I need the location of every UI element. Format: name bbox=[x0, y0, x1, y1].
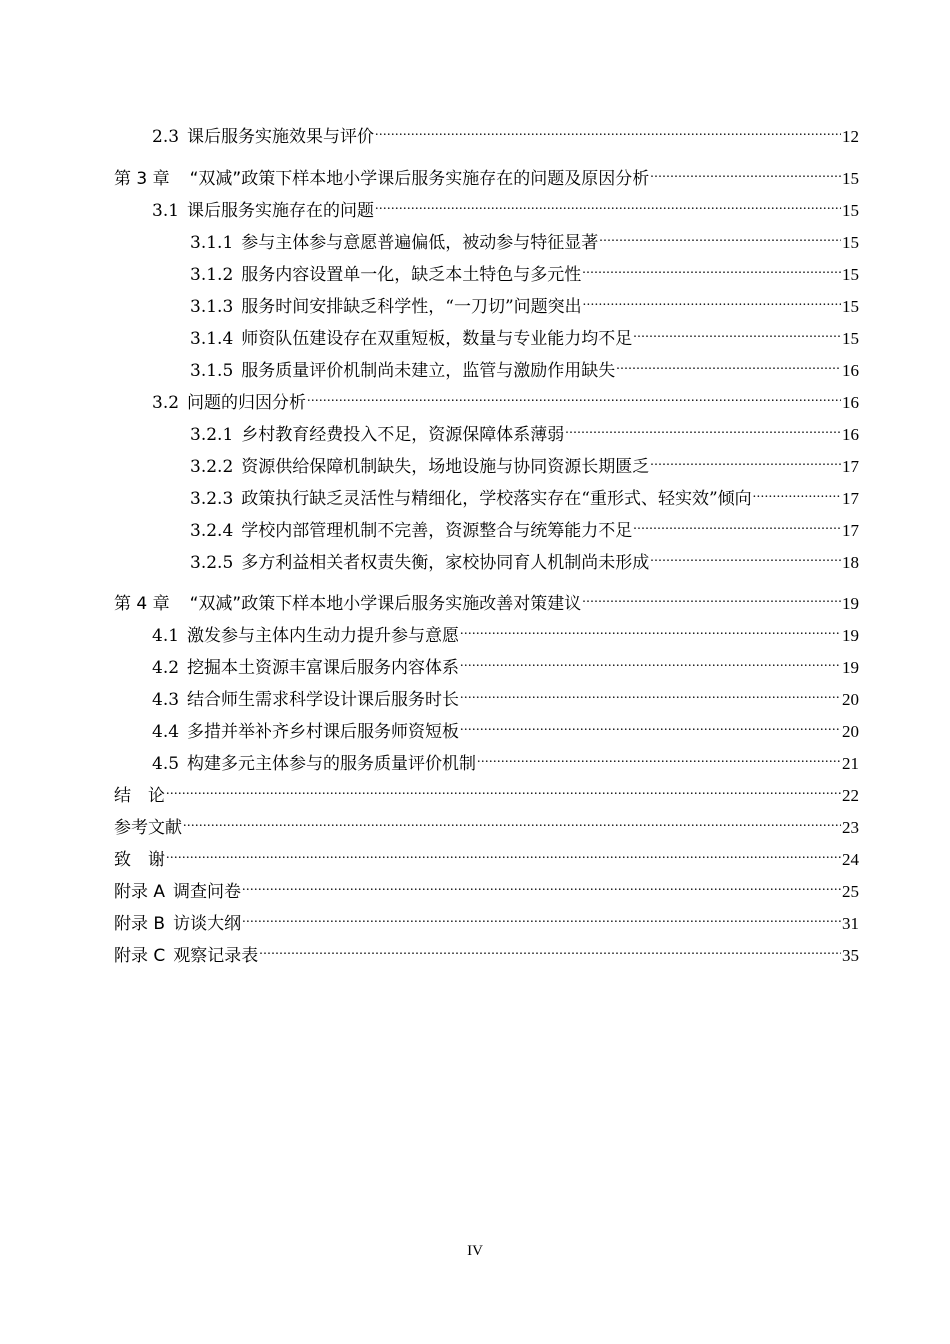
toc-dot-leader bbox=[375, 120, 841, 142]
page-number-footer: IV bbox=[467, 1243, 483, 1259]
toc-entry-title: “双减”政策下样本地小学课后服务实施存在的问题及原因分析 bbox=[189, 169, 650, 189]
toc-entry[interactable] bbox=[114, 779, 859, 807]
toc-entry-title: 课后服务实施存在的问题 bbox=[187, 201, 375, 221]
toc-entry-title: 服务内容设置单一化，缺乏本土特色与多元性 bbox=[241, 265, 582, 285]
toc-entry-title: 乡村教育经费投入不足，资源保障体系薄弱 bbox=[241, 425, 565, 445]
toc-entry[interactable] bbox=[190, 514, 859, 542]
toc-entry-page: 17 bbox=[842, 489, 859, 508]
toc-dot-leader bbox=[599, 226, 841, 248]
toc-dot-leader bbox=[753, 482, 841, 504]
toc-entry[interactable] bbox=[190, 482, 859, 510]
toc-entry-page: 19 bbox=[842, 626, 859, 645]
toc-entry-page: 21 bbox=[842, 754, 859, 773]
toc-entry-page: 16 bbox=[842, 425, 859, 444]
toc-entry[interactable] bbox=[152, 194, 859, 222]
toc-entry-number: 附录 A bbox=[114, 882, 166, 902]
toc-entry-number: 第 3 章 bbox=[114, 169, 170, 189]
toc-entry-number: 附录 B bbox=[114, 914, 166, 934]
toc-entry-number: 3.1.3 bbox=[190, 297, 234, 317]
toc-entry[interactable] bbox=[190, 322, 859, 350]
toc-entry[interactable] bbox=[114, 843, 859, 871]
toc-entry[interactable] bbox=[152, 747, 859, 775]
toc-entry[interactable] bbox=[190, 226, 859, 254]
toc-entry-number: 3.1.4 bbox=[190, 329, 234, 349]
toc-entry-page: 15 bbox=[842, 233, 859, 252]
toc-dot-leader bbox=[633, 514, 841, 536]
toc-dot-leader bbox=[375, 194, 841, 216]
toc-dot-leader bbox=[650, 546, 841, 568]
toc-dot-leader bbox=[183, 811, 841, 833]
toc-entry[interactable] bbox=[152, 683, 859, 711]
toc-entry-number: 4.4 bbox=[152, 722, 180, 742]
toc-entry[interactable] bbox=[152, 120, 859, 148]
toc-entry-number: 3.2.4 bbox=[190, 521, 234, 541]
toc-dot-leader bbox=[565, 418, 841, 440]
toc-entry-title: 多方利益相关者权责失衡，家校协同育人机制尚未形成 bbox=[241, 553, 650, 573]
toc-entry-title: 激发参与主体内生动力提升参与意愿 bbox=[187, 626, 460, 646]
toc-entry-number: 3.1.1 bbox=[190, 233, 234, 253]
toc-dot-leader bbox=[460, 651, 841, 673]
toc-entry-number: 2.3 bbox=[152, 127, 180, 147]
toc-entry-page: 17 bbox=[842, 457, 859, 476]
toc-dot-leader bbox=[477, 747, 841, 769]
toc-entry[interactable] bbox=[190, 418, 859, 446]
toc-entry-title: 资源供给保障机制缺失，场地设施与协同资源长期匮乏 bbox=[241, 457, 650, 477]
toc-entry-page: 15 bbox=[842, 169, 859, 188]
toc-entry-number: 4.3 bbox=[152, 690, 180, 710]
toc-entry-page: 16 bbox=[842, 361, 859, 380]
toc-entry-page: 20 bbox=[842, 690, 859, 709]
toc-entry-title: 致 谢 bbox=[114, 850, 165, 870]
toc-dot-leader bbox=[166, 779, 841, 801]
toc-dot-leader bbox=[242, 875, 841, 897]
toc-entry[interactable] bbox=[114, 162, 859, 190]
toc-entry-page: 19 bbox=[842, 594, 859, 613]
toc-entry-page: 15 bbox=[842, 297, 859, 316]
toc-entry-page: 15 bbox=[842, 265, 859, 284]
toc-entry-title: 师资队伍建设存在双重短板，数量与专业能力均不足 bbox=[241, 329, 633, 349]
toc-entry-page: 18 bbox=[842, 553, 859, 572]
toc-entry-number: 4.1 bbox=[152, 626, 180, 646]
toc-entry-number: 4.5 bbox=[152, 754, 180, 774]
toc-entry-page: 31 bbox=[842, 914, 859, 933]
toc-dot-leader bbox=[242, 907, 841, 929]
toc-entry[interactable] bbox=[114, 907, 859, 935]
toc-dot-leader bbox=[460, 619, 841, 641]
toc-entry[interactable] bbox=[190, 546, 859, 574]
toc-entry-title: “双减”政策下样本地小学课后服务实施改善对策建议 bbox=[189, 594, 582, 614]
toc-entry[interactable] bbox=[190, 290, 859, 318]
toc-entry-title: 构建多元主体参与的服务质量评价机制 bbox=[187, 754, 477, 774]
toc-entry[interactable] bbox=[190, 258, 859, 286]
toc-entry-title: 挖掘本土资源丰富课后服务内容体系 bbox=[187, 658, 460, 678]
toc-entry-title: 课后服务实施效果与评价 bbox=[187, 127, 375, 147]
toc-entry-number: 3.2 bbox=[152, 393, 180, 413]
toc-entry-title: 调查问卷 bbox=[173, 882, 242, 902]
toc-dot-leader bbox=[616, 354, 841, 376]
toc-entry-page: 15 bbox=[842, 201, 859, 220]
toc-dot-leader bbox=[582, 258, 841, 280]
toc-entry[interactable] bbox=[152, 386, 859, 414]
toc-entry[interactable] bbox=[152, 651, 859, 679]
toc-dot-leader bbox=[650, 162, 841, 184]
toc-entry[interactable] bbox=[190, 450, 859, 478]
toc-entry[interactable] bbox=[114, 939, 859, 967]
toc-entry[interactable] bbox=[190, 354, 859, 382]
toc-entry-number: 4.2 bbox=[152, 658, 180, 678]
toc-entry-number: 3.1.2 bbox=[190, 265, 234, 285]
toc-entry-number: 3.2.5 bbox=[190, 553, 234, 573]
toc-entry-number: 附录 C bbox=[114, 946, 166, 966]
toc-dot-leader bbox=[633, 322, 841, 344]
toc-entry-title: 学校内部管理机制不完善，资源整合与统筹能力不足 bbox=[241, 521, 633, 541]
toc-entry-page: 20 bbox=[842, 722, 859, 741]
toc-entry-title: 结合师生需求科学设计课后服务时长 bbox=[187, 690, 460, 710]
toc-entry[interactable] bbox=[114, 811, 859, 839]
toc-entry[interactable] bbox=[114, 875, 859, 903]
toc-dot-leader bbox=[307, 386, 841, 408]
toc-entry-page: 22 bbox=[842, 786, 859, 805]
toc-entry-page: 16 bbox=[842, 393, 859, 412]
toc-entry-title: 服务质量评价机制尚未建立，监管与激励作用缺失 bbox=[241, 361, 616, 381]
toc-dot-leader bbox=[650, 450, 841, 472]
toc-dot-leader bbox=[583, 290, 841, 312]
toc-entry-page: 23 bbox=[842, 818, 859, 837]
toc-entry-number: 第 4 章 bbox=[114, 594, 170, 614]
toc-dot-leader bbox=[582, 587, 841, 609]
toc-entry-page: 17 bbox=[842, 521, 859, 540]
toc-entry[interactable] bbox=[114, 587, 859, 615]
toc-dot-leader bbox=[166, 843, 841, 865]
toc-dot-leader bbox=[460, 683, 841, 705]
toc-entry-page: 35 bbox=[842, 946, 859, 965]
toc-dot-leader bbox=[259, 939, 841, 961]
toc-entry-title: 访谈大纲 bbox=[173, 914, 242, 934]
toc-entry-page: 25 bbox=[842, 882, 859, 901]
toc-entry-number: 3.1 bbox=[152, 201, 180, 221]
toc-entry-title: 服务时间安排缺乏科学性，“一刀切”问题突出 bbox=[241, 297, 582, 317]
toc-entry-title: 政策执行缺乏灵活性与精细化，学校落实存在“重形式、轻实效”倾向 bbox=[241, 489, 752, 509]
toc-entry-number: 3.2.2 bbox=[190, 457, 234, 477]
toc-entry-title: 观察记录表 bbox=[173, 946, 259, 966]
toc-entry-page: 24 bbox=[842, 850, 859, 869]
toc-entry-title: 多措并举补齐乡村课后服务师资短板 bbox=[187, 722, 460, 742]
toc-entry-title: 参考文献 bbox=[114, 818, 182, 838]
toc-entry-number: 3.2.3 bbox=[190, 489, 234, 509]
toc-entry-number: 3.2.1 bbox=[190, 425, 234, 445]
toc-entry-page: 12 bbox=[842, 127, 859, 146]
toc-dot-leader bbox=[460, 715, 841, 737]
toc-entry-page: 15 bbox=[842, 329, 859, 348]
toc-entry[interactable] bbox=[152, 715, 859, 743]
toc-entry-title: 结 论 bbox=[114, 786, 165, 806]
toc-entry-number: 3.1.5 bbox=[190, 361, 234, 381]
toc-entry-page: 19 bbox=[842, 658, 859, 677]
toc-entry[interactable] bbox=[152, 619, 859, 647]
toc-entry-title: 参与主体参与意愿普遍偏低，被动参与特征显著 bbox=[241, 233, 599, 253]
toc-entry-title: 问题的归因分析 bbox=[187, 393, 307, 413]
